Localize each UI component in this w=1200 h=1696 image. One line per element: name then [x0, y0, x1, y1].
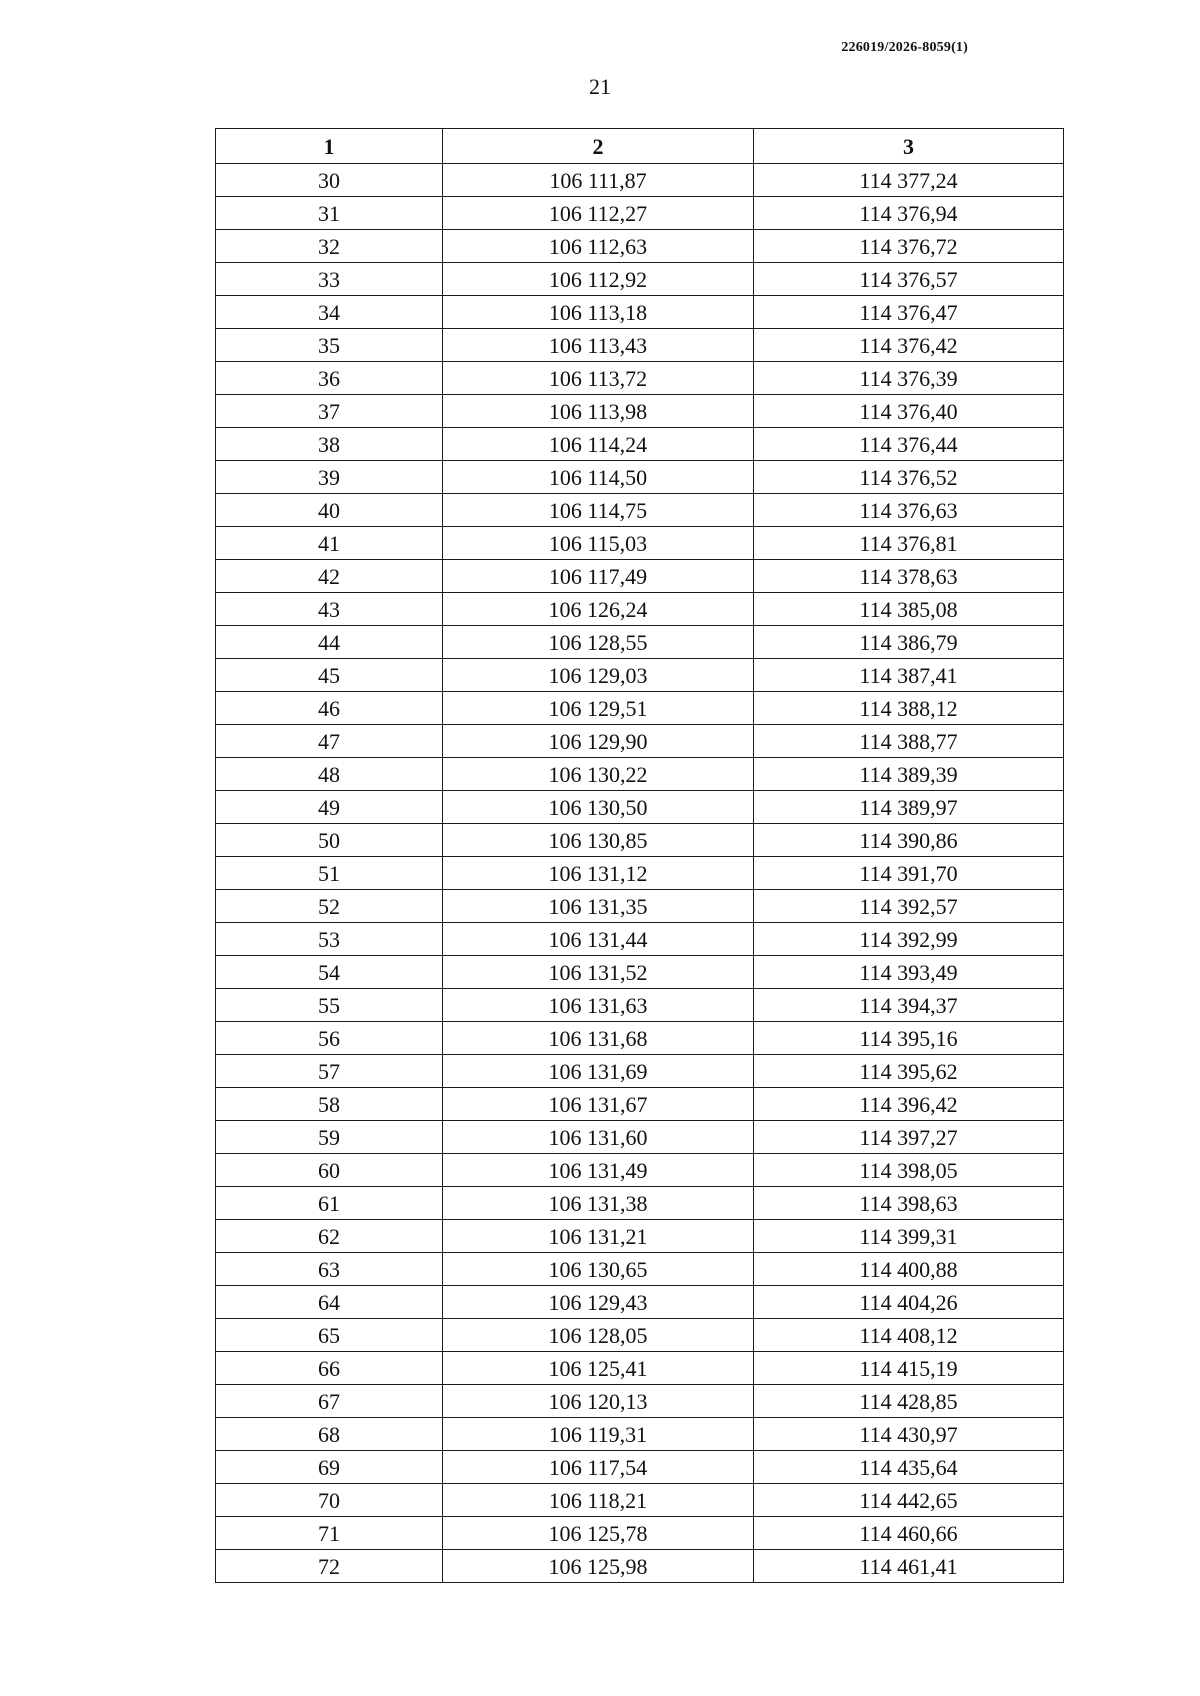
- table-row: [216, 1022, 1064, 1055]
- table-row: [216, 263, 1064, 296]
- table-row: [216, 1286, 1064, 1319]
- point-number-cell: 57: [216, 1055, 443, 1088]
- point-number-cell: 30: [216, 164, 443, 197]
- point-number-cell: 65: [216, 1319, 443, 1352]
- y-coordinate-cell: 114 376,63: [754, 494, 1064, 527]
- point-number-cell: 47: [216, 725, 443, 758]
- y-coordinate-cell: 114 390,86: [754, 824, 1064, 857]
- y-coordinate-cell: 114 400,88: [754, 1253, 1064, 1286]
- point-number-cell: 66: [216, 1352, 443, 1385]
- y-coordinate-cell: 114 388,77: [754, 725, 1064, 758]
- table-row: [216, 1352, 1064, 1385]
- point-number-cell: 55: [216, 989, 443, 1022]
- column-header-3: 3: [754, 129, 1064, 164]
- y-coordinate-cell: 114 376,57: [754, 263, 1064, 296]
- y-coordinate-cell: 114 376,44: [754, 428, 1064, 461]
- point-number-cell: 54: [216, 956, 443, 989]
- x-coordinate-cell: 106 111,87: [443, 164, 754, 197]
- x-coordinate-cell: 106 125,98: [443, 1550, 754, 1583]
- x-coordinate-cell: 106 130,65: [443, 1253, 754, 1286]
- point-number-cell: 62: [216, 1220, 443, 1253]
- table-row: [216, 1055, 1064, 1088]
- y-coordinate-cell: 114 376,81: [754, 527, 1064, 560]
- y-coordinate-cell: 114 376,94: [754, 197, 1064, 230]
- point-number-cell: 40: [216, 494, 443, 527]
- point-number-cell: 33: [216, 263, 443, 296]
- y-coordinate-cell: 114 391,70: [754, 857, 1064, 890]
- y-coordinate-cell: 114 376,52: [754, 461, 1064, 494]
- y-coordinate-cell: 114 460,66: [754, 1517, 1064, 1550]
- point-number-cell: 72: [216, 1550, 443, 1583]
- table-row: [216, 1121, 1064, 1154]
- point-number-cell: 37: [216, 395, 443, 428]
- point-number-cell: 44: [216, 626, 443, 659]
- table-row: [216, 791, 1064, 824]
- point-number-cell: 56: [216, 1022, 443, 1055]
- table-row: [216, 659, 1064, 692]
- table-row: [216, 758, 1064, 791]
- coordinates-table: [215, 128, 1064, 1583]
- table-row: [216, 362, 1064, 395]
- x-coordinate-cell: 106 128,55: [443, 626, 754, 659]
- table-row: [216, 296, 1064, 329]
- column-header-2: 2: [443, 129, 754, 164]
- y-coordinate-cell: 114 395,16: [754, 1022, 1064, 1055]
- y-coordinate-cell: 114 398,63: [754, 1187, 1064, 1220]
- y-coordinate-cell: 114 388,12: [754, 692, 1064, 725]
- x-coordinate-cell: 106 131,52: [443, 956, 754, 989]
- y-coordinate-cell: 114 415,19: [754, 1352, 1064, 1385]
- x-coordinate-cell: 106 113,98: [443, 395, 754, 428]
- y-coordinate-cell: 114 385,08: [754, 593, 1064, 626]
- y-coordinate-cell: 114 392,57: [754, 890, 1064, 923]
- table-row: [216, 692, 1064, 725]
- table-row: [216, 1187, 1064, 1220]
- table-row: [216, 560, 1064, 593]
- x-coordinate-cell: 106 112,63: [443, 230, 754, 263]
- y-coordinate-cell: 114 442,65: [754, 1484, 1064, 1517]
- y-coordinate-cell: 114 395,62: [754, 1055, 1064, 1088]
- y-coordinate-cell: 114 389,39: [754, 758, 1064, 791]
- y-coordinate-cell: 114 461,41: [754, 1550, 1064, 1583]
- point-number-cell: 64: [216, 1286, 443, 1319]
- y-coordinate-cell: 114 399,31: [754, 1220, 1064, 1253]
- point-number-cell: 69: [216, 1451, 443, 1484]
- x-coordinate-cell: 106 131,44: [443, 923, 754, 956]
- table-row: [216, 461, 1064, 494]
- table-row: [216, 164, 1064, 197]
- y-coordinate-cell: 114 392,99: [754, 923, 1064, 956]
- x-coordinate-cell: 106 117,54: [443, 1451, 754, 1484]
- x-coordinate-cell: 106 129,03: [443, 659, 754, 692]
- y-coordinate-cell: 114 398,05: [754, 1154, 1064, 1187]
- table-row: [216, 1418, 1064, 1451]
- x-coordinate-cell: 106 114,50: [443, 461, 754, 494]
- y-coordinate-cell: 114 387,41: [754, 659, 1064, 692]
- table-row: [216, 725, 1064, 758]
- x-coordinate-cell: 106 130,85: [443, 824, 754, 857]
- x-coordinate-cell: 106 112,92: [443, 263, 754, 296]
- page-number: 21: [589, 74, 611, 99]
- y-coordinate-cell: 114 376,39: [754, 362, 1064, 395]
- x-coordinate-cell: 106 131,67: [443, 1088, 754, 1121]
- table-row: [216, 956, 1064, 989]
- point-number-cell: 50: [216, 824, 443, 857]
- x-coordinate-cell: 106 131,21: [443, 1220, 754, 1253]
- table-body: [216, 164, 1064, 1583]
- x-coordinate-cell: 106 129,51: [443, 692, 754, 725]
- y-coordinate-cell: 114 376,72: [754, 230, 1064, 263]
- x-coordinate-cell: 106 130,22: [443, 758, 754, 791]
- x-coordinate-cell: 106 131,68: [443, 1022, 754, 1055]
- table-row: [216, 824, 1064, 857]
- table-row: [216, 1517, 1064, 1550]
- y-coordinate-cell: 114 376,47: [754, 296, 1064, 329]
- table-row: [216, 395, 1064, 428]
- point-number-cell: 31: [216, 197, 443, 230]
- point-number-cell: 36: [216, 362, 443, 395]
- point-number-cell: 61: [216, 1187, 443, 1220]
- point-number-cell: 35: [216, 329, 443, 362]
- y-coordinate-cell: 114 428,85: [754, 1385, 1064, 1418]
- y-coordinate-cell: 114 376,42: [754, 329, 1064, 362]
- point-number-cell: 67: [216, 1385, 443, 1418]
- table-row: [216, 1550, 1064, 1583]
- point-number-cell: 53: [216, 923, 443, 956]
- x-coordinate-cell: 106 125,78: [443, 1517, 754, 1550]
- x-coordinate-cell: 106 130,50: [443, 791, 754, 824]
- y-coordinate-cell: 114 408,12: [754, 1319, 1064, 1352]
- x-coordinate-cell: 106 113,43: [443, 329, 754, 362]
- y-coordinate-cell: 114 386,79: [754, 626, 1064, 659]
- point-number-cell: 63: [216, 1253, 443, 1286]
- table-row: [216, 197, 1064, 230]
- point-number-cell: 49: [216, 791, 443, 824]
- x-coordinate-cell: 106 126,24: [443, 593, 754, 626]
- point-number-cell: 45: [216, 659, 443, 692]
- x-coordinate-cell: 106 131,69: [443, 1055, 754, 1088]
- x-coordinate-cell: 106 113,72: [443, 362, 754, 395]
- table-row: [216, 626, 1064, 659]
- table-row: [216, 494, 1064, 527]
- point-number-cell: 52: [216, 890, 443, 923]
- x-coordinate-cell: 106 131,12: [443, 857, 754, 890]
- y-coordinate-cell: 114 389,97: [754, 791, 1064, 824]
- table-row: [216, 329, 1064, 362]
- point-number-cell: 42: [216, 560, 443, 593]
- point-number-cell: 48: [216, 758, 443, 791]
- x-coordinate-cell: 106 131,38: [443, 1187, 754, 1220]
- point-number-cell: 34: [216, 296, 443, 329]
- column-header-1: 1: [216, 129, 443, 164]
- point-number-cell: 32: [216, 230, 443, 263]
- y-coordinate-cell: 114 404,26: [754, 1286, 1064, 1319]
- table-row: [216, 428, 1064, 461]
- x-coordinate-cell: 106 120,13: [443, 1385, 754, 1418]
- table-row: [216, 1484, 1064, 1517]
- table-row: [216, 527, 1064, 560]
- point-number-cell: 38: [216, 428, 443, 461]
- point-number-cell: 70: [216, 1484, 443, 1517]
- x-coordinate-cell: 106 113,18: [443, 296, 754, 329]
- table-row: [216, 1385, 1064, 1418]
- point-number-cell: 51: [216, 857, 443, 890]
- x-coordinate-cell: 106 114,75: [443, 494, 754, 527]
- document-reference-number: 226019/2026-8059(1): [841, 40, 968, 55]
- y-coordinate-cell: 114 394,37: [754, 989, 1064, 1022]
- y-coordinate-cell: 114 397,27: [754, 1121, 1064, 1154]
- x-coordinate-cell: 106 114,24: [443, 428, 754, 461]
- table-row: [216, 1451, 1064, 1484]
- table-header: [216, 129, 1064, 164]
- table-row: [216, 1154, 1064, 1187]
- x-coordinate-cell: 106 128,05: [443, 1319, 754, 1352]
- y-coordinate-cell: 114 378,63: [754, 560, 1064, 593]
- point-number-cell: 71: [216, 1517, 443, 1550]
- table-row: [216, 1220, 1064, 1253]
- x-coordinate-cell: 106 112,27: [443, 197, 754, 230]
- point-number-cell: 59: [216, 1121, 443, 1154]
- point-number-cell: 43: [216, 593, 443, 626]
- x-coordinate-cell: 106 129,90: [443, 725, 754, 758]
- table-row: [216, 857, 1064, 890]
- x-coordinate-cell: 106 118,21: [443, 1484, 754, 1517]
- y-coordinate-cell: 114 435,64: [754, 1451, 1064, 1484]
- table-row: [216, 923, 1064, 956]
- y-coordinate-cell: 114 393,49: [754, 956, 1064, 989]
- point-number-cell: 68: [216, 1418, 443, 1451]
- table-row: [216, 890, 1064, 923]
- y-coordinate-cell: 114 396,42: [754, 1088, 1064, 1121]
- x-coordinate-cell: 106 125,41: [443, 1352, 754, 1385]
- table-row: [216, 1319, 1064, 1352]
- x-coordinate-cell: 106 119,31: [443, 1418, 754, 1451]
- point-number-cell: 39: [216, 461, 443, 494]
- table-row: [216, 593, 1064, 626]
- table-header-row: [216, 129, 1064, 164]
- y-coordinate-cell: 114 376,40: [754, 395, 1064, 428]
- table-row: [216, 989, 1064, 1022]
- x-coordinate-cell: 106 129,43: [443, 1286, 754, 1319]
- x-coordinate-cell: 106 131,35: [443, 890, 754, 923]
- y-coordinate-cell: 114 430,97: [754, 1418, 1064, 1451]
- table-row: [216, 1088, 1064, 1121]
- table-row: [216, 1253, 1064, 1286]
- point-number-cell: 46: [216, 692, 443, 725]
- point-number-cell: 58: [216, 1088, 443, 1121]
- point-number-cell: 60: [216, 1154, 443, 1187]
- point-number-cell: 41: [216, 527, 443, 560]
- x-coordinate-cell: 106 131,60: [443, 1121, 754, 1154]
- x-coordinate-cell: 106 131,63: [443, 989, 754, 1022]
- y-coordinate-cell: 114 377,24: [754, 164, 1064, 197]
- x-coordinate-cell: 106 115,03: [443, 527, 754, 560]
- table-row: [216, 230, 1064, 263]
- x-coordinate-cell: 106 117,49: [443, 560, 754, 593]
- x-coordinate-cell: 106 131,49: [443, 1154, 754, 1187]
